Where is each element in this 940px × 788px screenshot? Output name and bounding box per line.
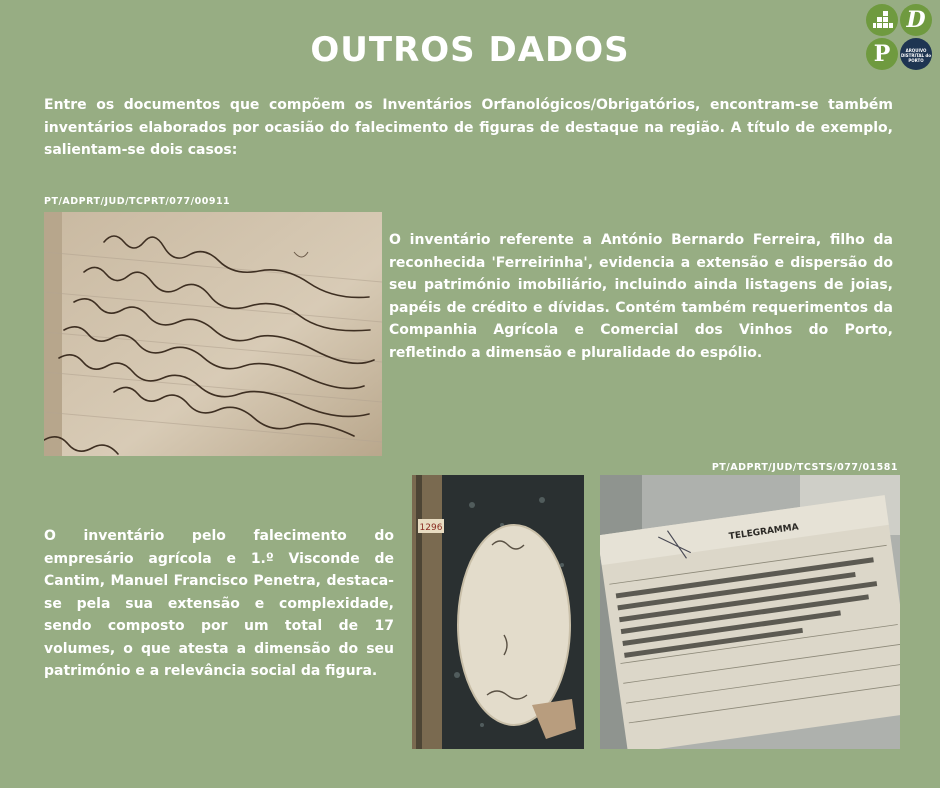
arquivo-distrital-logo: ARQUIVO DISTRITAL do PORTO bbox=[900, 38, 932, 70]
telegram-label: TELEGRAMMA bbox=[728, 522, 800, 543]
case-2-description: O inventário pelo falecimento do empresário agrícola e 1.º Visconde de Cantim, Manuel Francisco Penetra, destaca-se pela sua extensão e complexidade, sendo composto por um total de 17 volumes, o que atesta a dimensão do seu património e a relevância social da figura. bbox=[44, 528, 394, 679]
reference-code-2: PT/ADPRT/JUD/TCSTS/077/01581 bbox=[711, 462, 898, 473]
intro-paragraph: Entre os documentos que compõem os Inventários Orfanológicos/Obrigatórios, encontram-se também inventários elaborados por ocasião do falecimento de figuras de destaque na região. A título de exemplo, salientam-se dois casos: bbox=[44, 97, 893, 158]
manuscript-photo bbox=[44, 212, 382, 456]
p-logo: P bbox=[866, 38, 898, 70]
d-logo: D bbox=[900, 4, 932, 36]
archive-grid-icon bbox=[866, 4, 898, 36]
reference-code-1: PT/ADPRT/JUD/TCPRT/077/00911 bbox=[44, 196, 231, 207]
telegram-photo bbox=[600, 475, 900, 749]
case-1-description: O inventário referente a António Bernardo Ferreira, filho da reconhecida 'Ferreirinha', evidencia a extensão e dispersão do seu património imobiliário, incluindo ainda listagens de joias, papéis de crédito e dívidas. Contém também requerimentos da Companhia Agrícola e Comercial dos Vinhos do Porto, refletindo a dimensão e pluralidade do espólio. bbox=[389, 232, 893, 361]
cover-label: 1296 bbox=[419, 523, 443, 533]
archive-logo-icon bbox=[866, 4, 898, 36]
volume-cover-photo bbox=[412, 475, 584, 749]
page-title: OUTROS DADOS bbox=[310, 30, 630, 70]
